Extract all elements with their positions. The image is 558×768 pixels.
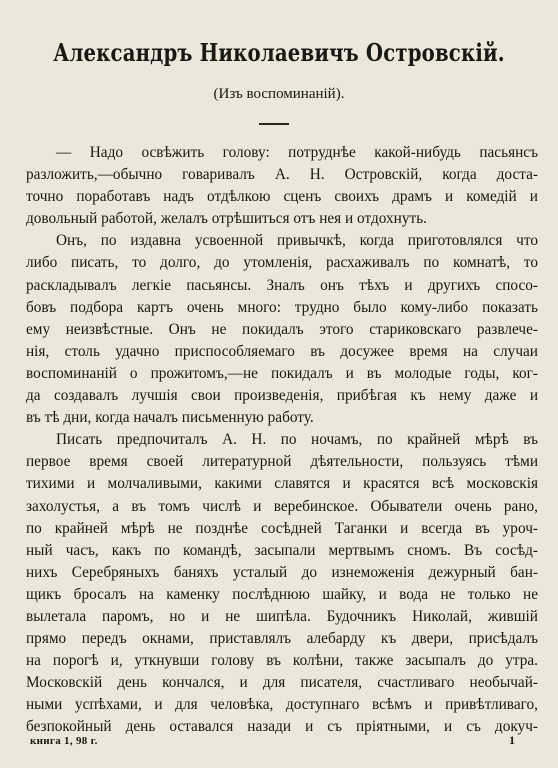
text-line: ными успѣхами, и для человѣка, доступнаго всѣмъ и привѣтливаго, xyxy=(26,696,538,714)
paragraph-2 xyxy=(26,230,538,429)
text-line: по крайней мѣрѣ не позднѣе сосѣдней Таганки и всегда въ уроч- xyxy=(26,519,538,537)
text-line: захолустья, а въ томъ числѣ и веребинское. Обыватели очень рано, xyxy=(26,497,538,515)
text-line: на порогѣ и, уткнувши голову въ колѣни, также засыпалъ до утра. xyxy=(26,652,538,670)
text-line: ный часъ, какъ по командѣ, засыпали мертвымъ сномъ. Въ сосѣд- xyxy=(26,541,538,559)
title-divider xyxy=(259,123,289,125)
text-line: да создавалъ лучшія свои произведенія, прибѣгая къ нему даже и xyxy=(26,387,538,405)
text-line: вылетала паромъ, но и не шипѣла. Будочникъ Николай, жившій xyxy=(26,607,538,625)
text-line: Писать предпочиталъ А. Н. по ночамъ, по крайней мѣрѣ въ xyxy=(56,431,538,449)
text-line: прямо передъ окнами, приставлялъ алебарду къ двери, присѣдалъ xyxy=(26,630,538,648)
page-number: 1 xyxy=(509,733,515,747)
text-line: Онъ, по издавна усвоенной привычкѣ, когда приготовлялся что xyxy=(56,232,538,250)
text-line: безпокойный день оставался назади и съ пріятными, и съ докуч- xyxy=(26,718,538,736)
text-line: нихъ Серебряныхъ баняхъ усталый до изнеможенія дежурный бан- xyxy=(26,563,538,581)
paragraph-1 xyxy=(26,142,538,230)
article-title: Александръ Николаевичъ Островскій. xyxy=(53,38,505,67)
text-line: щикъ бросалъ на каменку послѣднюю шайку, и вода не только не xyxy=(26,585,538,603)
text-line: въ тѣ дни, когда началъ письменную работу. xyxy=(26,409,314,427)
text-line: раскладывалъ легкіе пасьянсы. Зналъ онъ тѣхъ и другихъ спосо- xyxy=(26,276,538,294)
text-line: довольный работой, желалъ отрѣшиться отъ нея и отдохнуть. xyxy=(26,210,428,228)
printer-signature: книга 1, 98 г. xyxy=(30,735,98,747)
text-line: точно поработавъ надъ отдѣлкою сценъ своихъ драмъ и комедій и xyxy=(26,188,538,206)
paragraph-3 xyxy=(26,429,538,738)
text-line: либо писать, то долго, до утомленія, расхаживалъ по комнатѣ, то xyxy=(26,254,538,272)
text-line: воспоминаній о прожитомъ,—не покидалъ и въ молодые годы, ког- xyxy=(26,364,538,382)
text-line: бовъ подбора картъ очень много: трудно было кому-либо показать xyxy=(26,298,538,316)
text-line: ему неизвѣстные. Онъ не покидалъ этого стариковскаго развлече- xyxy=(26,320,538,338)
text-line: тихими и молчаливыми, какими славятся и красятся всѣ московскія xyxy=(26,475,538,493)
text-line: нія, столь удачно приспособляемаго въ досужее время на случаи xyxy=(26,342,538,360)
article-body xyxy=(26,142,538,739)
article-subtitle: (Изъ воспоминаній). xyxy=(213,86,345,102)
text-line: Московскій день кончался, и для писателя, счастливаго необычай- xyxy=(26,674,538,692)
text-line: первое время своей литературной дѣятельности, пользуясь тѣми xyxy=(26,453,538,471)
text-line: — Надо освѣжить голову: потруднѣе какой-нибудь пасьянсъ xyxy=(56,144,538,161)
text-line: разложить,—обычно говаривалъ А. Н. Островскій, когда доста- xyxy=(26,166,538,184)
